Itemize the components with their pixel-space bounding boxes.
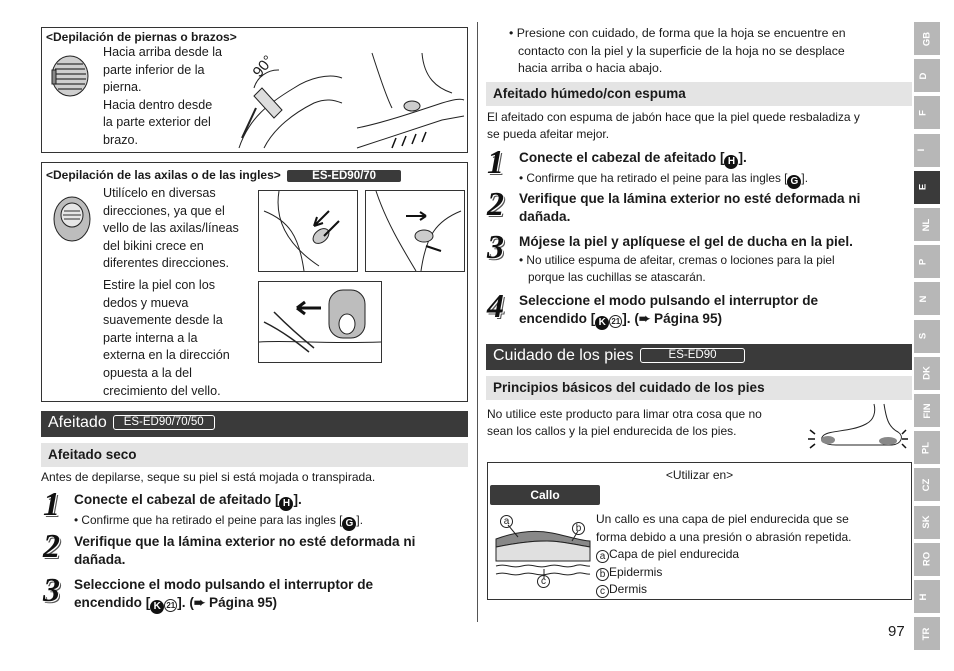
note-pre: Confirme que ha retirado el peine para las ingles [	[526, 171, 788, 185]
language-tab-label: P	[917, 258, 929, 265]
step-note: • No utilice espuma de afeitar, cremas o lociones para la piel	[519, 252, 911, 269]
text-line: la parte exterior del	[103, 115, 211, 130]
step-note	[519, 170, 911, 189]
label-a: a	[500, 515, 513, 528]
step-number: 3	[43, 572, 60, 609]
legend-item	[596, 564, 852, 582]
text-line: parte inferior de la	[103, 62, 205, 77]
language-tab-label: GB	[921, 31, 933, 46]
model-tag: ES-ED90/70/50	[113, 415, 215, 430]
language-tab-p[interactable]	[914, 245, 940, 278]
G-icon: G	[342, 517, 356, 531]
step-number: 1	[487, 144, 504, 181]
step-3	[519, 233, 911, 286]
armpit-text-1	[103, 185, 239, 273]
stretch-skin-illustration	[258, 281, 382, 363]
step-text-pre: Conecte el cabezal de afeitado [	[74, 492, 280, 507]
text-line: pierna.	[103, 80, 142, 95]
text-line: opuesta a la del	[103, 365, 192, 380]
text-line: del bikini crece en	[103, 238, 204, 253]
step-text-post: ]. (	[177, 595, 194, 610]
text-line: contacto con la piel y la superficie de la hoja no se desplace	[518, 43, 845, 58]
step-number: 2	[487, 186, 504, 223]
text-line: Hacia dentro desde	[103, 97, 213, 112]
legend-text: Epidermis	[609, 564, 663, 579]
step-text	[519, 149, 911, 169]
legend-letter: c	[596, 585, 609, 598]
language-tab-pl[interactable]	[914, 431, 940, 464]
step-text	[74, 491, 464, 511]
language-tab-gb[interactable]	[914, 22, 940, 55]
legend-letter: a	[596, 550, 609, 563]
text-line: hacia arriba o hacia abajo.	[518, 61, 663, 76]
epilator-head-illustration	[48, 48, 96, 100]
note-post: ].	[356, 513, 363, 527]
language-tab-label: D	[917, 72, 929, 80]
arrow-icon: ➨	[638, 311, 651, 326]
model-tag: ES-ED90	[640, 348, 746, 363]
language-tab-label: DK	[921, 366, 933, 381]
text-line: parte interna a la	[103, 330, 198, 345]
foot-care-title: Cuidado de los pies	[493, 347, 634, 364]
G-icon: G	[787, 175, 801, 189]
text-line: suavemente desde la	[103, 313, 223, 328]
H-icon: H	[279, 497, 293, 511]
step-1	[519, 149, 911, 189]
dry-shaving-intro: Antes de depilarse, seque su piel si está mojada o transpirada.	[41, 470, 376, 484]
language-tab-s[interactable]	[914, 320, 940, 353]
text-line: forma debido a una presión o abrasión repetida.	[596, 529, 852, 544]
label-c: c	[537, 575, 550, 588]
note-pre: Confirme que ha retirado el peine para las ingles [	[81, 513, 343, 527]
legs-arms-box	[41, 27, 468, 153]
K-icon: K	[595, 316, 609, 330]
text-line: brazo.	[103, 132, 139, 147]
text-line: diferentes direcciones.	[103, 256, 230, 271]
language-tab-label: TR	[920, 627, 932, 641]
text-line: crecimiento del vello.	[103, 383, 221, 398]
callus-description	[596, 511, 852, 599]
step-text	[519, 310, 911, 330]
step-text: Verifique que la lámina exterior no esté deformada ni	[74, 534, 416, 549]
circled-number: 21	[609, 315, 622, 328]
foot-care-text	[487, 406, 762, 440]
text-line: sean los callos y la piel endurecida de los pies.	[487, 424, 737, 438]
legend-text: Capa de piel endurecida	[609, 547, 740, 561]
language-tab-tr[interactable]	[914, 617, 940, 650]
foot-illustration	[806, 402, 910, 452]
step-4	[519, 292, 911, 330]
step-note: porque las cuchillas se atascarán.	[528, 270, 706, 284]
step-2	[74, 533, 464, 569]
language-tab-d[interactable]	[914, 59, 940, 92]
language-tab-label: H	[917, 593, 929, 600]
step-text-pre: Conecte el cabezal de afeitado [	[519, 150, 725, 165]
text-line: direcciones, ya que el	[103, 203, 225, 218]
step-number: 1	[43, 486, 60, 523]
step-text: dañada.	[519, 209, 571, 224]
usage-label: <Utilizar en>	[665, 468, 734, 482]
language-tab-ro[interactable]	[914, 543, 940, 576]
step-text	[74, 594, 464, 614]
armpit-text-2	[103, 277, 230, 400]
legend-item	[596, 581, 852, 599]
language-tab-e[interactable]	[914, 171, 940, 204]
language-tab-label: E	[917, 184, 929, 191]
step-text-pre: encendido [	[519, 311, 596, 326]
arm-epilation-illustration	[352, 48, 466, 152]
language-tab-label: NL	[920, 218, 932, 231]
circled-number: 21	[164, 599, 177, 612]
language-tab-label: FIN	[922, 402, 934, 419]
language-tab-label: S	[917, 332, 929, 340]
text-line: Utilícelo en diversas	[103, 186, 216, 200]
step-3	[74, 576, 464, 614]
step-number: 2	[43, 528, 60, 565]
foot-care-section-header	[486, 344, 912, 370]
language-tab-fin[interactable]	[914, 394, 940, 427]
text-line: Estire la piel con los	[103, 278, 215, 292]
text-line: Hacia arriba desde la	[103, 45, 223, 59]
step-text-post: ].	[738, 150, 747, 165]
page-reference[interactable]: Página 95)	[205, 595, 278, 610]
shaving-title: Afeitado	[48, 414, 107, 431]
text-line: vello de las axilas/líneas	[103, 221, 239, 236]
page-reference[interactable]: Página 95)	[650, 311, 723, 326]
step-text: dañada.	[74, 552, 126, 567]
step-text-post: ].	[293, 492, 302, 507]
step-text-pre: encendido [	[74, 595, 151, 610]
step-text: Mójese la piel y aplíquese el gel de ducha en la piel.	[519, 234, 853, 249]
language-tab-dk[interactable]	[914, 357, 940, 390]
language-tab-label: F	[917, 109, 929, 116]
top-note	[518, 25, 846, 78]
callus-tag: Callo	[490, 485, 600, 505]
text-line: No utilice este producto para limar otra cosa que no	[487, 407, 762, 421]
angle-label: 90°	[249, 52, 278, 81]
legend-letter: b	[596, 568, 609, 581]
text-line: • Presione con cuidado, de forma que la hoja se encuentre en	[509, 25, 846, 43]
step-text: Seleccione el modo pulsando el interruptor de	[74, 577, 374, 592]
callus-box	[487, 462, 912, 600]
epilator-cap-illustration	[50, 193, 94, 245]
step-1	[74, 491, 464, 531]
language-tab-n[interactable]	[914, 282, 940, 315]
language-tab-sk[interactable]	[914, 506, 940, 539]
step-note	[74, 512, 464, 531]
language-tab-label: CZ	[920, 478, 932, 492]
language-tab-i[interactable]	[914, 134, 940, 167]
language-tab-label: PL	[920, 441, 932, 454]
model-tag: ES-ED90/70	[287, 170, 401, 182]
wet-shaving-header: Afeitado húmedo/con espuma	[486, 82, 912, 106]
legend-text: Dermis	[609, 582, 647, 596]
language-tab-label: SK	[921, 515, 933, 529]
text-line: Un callo es una capa de piel endurecida que se	[596, 512, 849, 526]
language-tab-label: N	[917, 295, 929, 303]
arrow-icon: ➨	[193, 595, 206, 610]
text-line: externa en la dirección	[103, 348, 230, 363]
language-tab-f[interactable]	[914, 96, 940, 129]
page-number: 97	[888, 623, 905, 640]
wet-shaving-intro	[487, 109, 860, 142]
legend-item	[596, 546, 852, 564]
armpit-bikini-title	[46, 168, 401, 182]
K-icon: K	[150, 600, 164, 614]
armpit-illustration-2	[365, 190, 465, 272]
dry-shaving-header: Afeitado seco	[41, 443, 468, 467]
column-divider	[477, 22, 478, 622]
language-tab-label: I	[915, 148, 927, 152]
step-2	[519, 190, 911, 226]
foot-basics-header: Principios básicos del cuidado de los pies	[486, 376, 912, 400]
armpit-bikini-title-text: <Depilación de las axilas o de las ingles>	[46, 168, 281, 182]
text-line: El afeitado con espuma de jabón hace que la piel quede resbaladiza y	[487, 110, 860, 124]
shaving-section-header	[41, 411, 468, 437]
step-text: Verifique que la lámina exterior no esté deformada ni	[519, 191, 861, 206]
language-tab-nl[interactable]	[914, 208, 940, 241]
language-tab-label: RO	[921, 552, 933, 567]
language-tab-cz[interactable]	[914, 468, 940, 501]
label-b: b	[572, 522, 585, 535]
step-text: Seleccione el modo pulsando el interruptor de	[519, 293, 819, 308]
H-icon: H	[724, 155, 738, 169]
step-number: 3	[487, 229, 504, 266]
armpit-bikini-box	[41, 162, 468, 402]
legs-arms-title: <Depilación de piernas o brazos>	[46, 30, 237, 44]
text-line: dedos y mueva	[103, 295, 189, 310]
language-tab-h[interactable]	[914, 580, 940, 613]
armpit-illustration-1	[258, 190, 358, 272]
text-line: se pueda afeitar mejor.	[487, 126, 610, 141]
step-text-post: ]. (	[622, 311, 639, 326]
note-post: ].	[801, 171, 808, 185]
legs-arms-text	[103, 44, 222, 150]
step-number: 4	[487, 288, 504, 325]
leg-epilation-illustration	[234, 48, 344, 150]
